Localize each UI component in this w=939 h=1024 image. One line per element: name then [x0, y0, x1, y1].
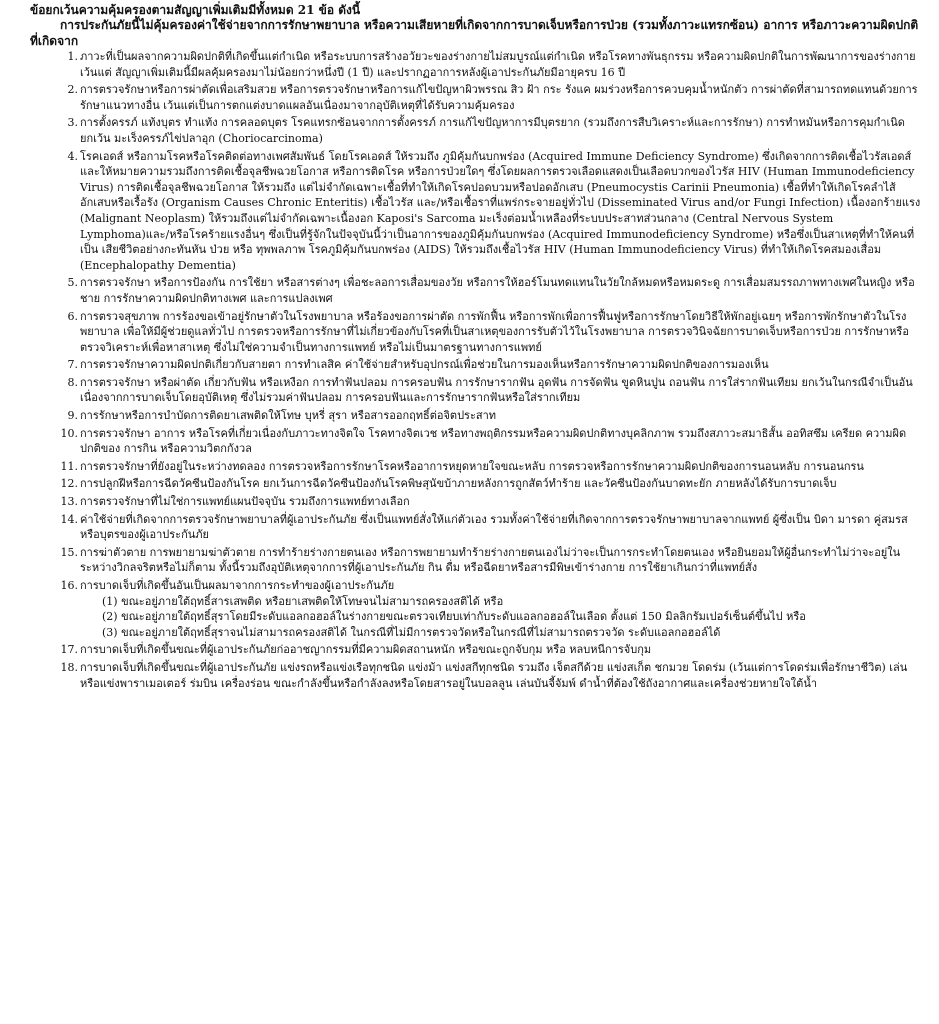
exclusion-text: การตรวจรักษา หรือผ่าตัด เกี่ยวกับฟัน หรือเหงือก การทำฟันปลอม การครอบฟัน การรักษารากฟัน อุดฟัน การจัดฟัน ขูดหินปูน ถอนฟัน การใส่รากฟันเทียม ยกเว้นในกรณีจำเป็นอันเนื่องจากการบาดเจ็บโดยอุบัติเหตุ ซึ่งไม่รวมค่าฟันปลอม การครอบฟันและการรักษารากฟันหรือใส่รากเทียม — [80, 375, 913, 405]
exclusion-text: การตรวจรักษา หรือการป้องกัน การใช้ยา หรือสารต่างๆ เพื่อชะลอการเสื่อมของวัย หรือการให้ฮอร์โมนทดแทนในวัยใกล้หมดหรือหมดระดู การเสื่อมสมรรถภาพทางเพศในหญิง หรือชาย การรักษาความผิดปกติทางเพศ และการแปลงเพศ — [80, 276, 915, 305]
sub-item: (1) ขณะอยู่ภายใต้ฤทธิ์สารเสพติด หรือยาเสพติดให้โทษจนไม่สามารถครองสติได้ หรือ — [102, 594, 504, 608]
exclusion-text: การตรวจสุขภาพ การร้องขอเข้าอยู่รักษาตัวในโรงพยาบาล หรือร้องขอการผ่าตัด การพักฟื้น หรือการพักเพื่อการฟื้นฟูหรือการรักษาโดยวิธีให้พักอยู่เฉยๆ หรือการพักรักษาตัวในโรงพยาบาล เพื่อให้มีผู้ช่วยดูแลทั่วไป การตรวจหรือการรักษาที่ไม่เกี่ยวข้องกับโรคที่เป็นสาเหตุของการรับตัวไว้ในโรงพยาบาล การตรวจวินิจฉัยการบาดเจ็บหรือการป่วย การรักษาหรือตรวจวิเคราะห์เพื่อหาสาเหตุ ซึ่งไม่ใช่ความจำเป็นทางการแพทย์ หรือไม่เป็นมาตรฐานทางการแพทย์ — [80, 309, 909, 354]
exclusion-text: การตรวจรักษา อาการ หรือโรคที่เกี่ยวเนื่องกับภาวะทางจิตใจ โรคทางจิตเวช หรือทางพฤติกรรมหรือความผิดปกติทางบุคลิกภาพ รวมถึงสภาวะสมาธิสั้น ออทิสซึม เครียด ความผิดปกติของ การกิน หรือความวิตกกังวล — [80, 426, 907, 456]
exclusion-text: การตรวจรักษาหรือการผ่าตัดเพื่อเสริมสวย หรือการตรวจรักษาหรือการแก้ไขปัญหาผิวพรรณ สิว ฝ้า กระ รังแค ผมร่วงหรือการควบคุมน้ำหนักตัว การผ่าตัดที่สามารถทดแทนด้วยการรักษาแนวทางอื่น เว้นแต่เป็นการตกแต่งบาดแผลอันเนื่องมาจากอุบัติเหตุที่ได้รับความคุ้มครอง — [80, 83, 918, 112]
exclusion-item — [30, 494, 925, 510]
exclusion-number: 2. — [67, 83, 78, 97]
sub-list — [80, 594, 925, 641]
exclusion-number: 18. — [60, 660, 78, 674]
exclusion-number: 13. — [60, 495, 78, 509]
sub-item: (2) ขณะอยู่ภายใต้ฤทธิ์สุราโดยมีระดับแอลกอฮอล์ในร่างกายขณะตรวจเทียบเท่ากับระดับแอลกอฮอล์ในเลือด ตั้งแต่ 150 มิลลิกรัมเปอร์เซ็นต์ขึ้นไป หรือ — [102, 610, 806, 624]
exclusion-text: การบาดเจ็บที่เกิดขึ้นขณะที่ผู้เอาประกันภัยก่ออาชญากรรมที่มีความผิดสถานหนัก หรือขณะถูกจับกุม หรือ หลบหนีการจับกุม — [80, 643, 652, 657]
exclusion-number: 6. — [67, 309, 78, 323]
exclusion-number: 16. — [60, 579, 78, 592]
exclusion-text: การตรวจรักษาความผิดปกติเกี่ยวกับสายตา การทำเลสิค ค่าใช้จ่ายสำหรับอุปกรณ์เพื่อช่วยในการมองเห็นหรือการรักษาความผิดปกติของการมองเห็น — [80, 358, 769, 372]
exclusion-item — [30, 545, 925, 576]
exclusion-number: 17. — [60, 643, 78, 657]
exclusion-number: 1. — [67, 50, 78, 63]
exclusion-text: การตั้งครรภ์ แท้งบุตร ทำแท้ง การคลอดบุตร โรคแทรกซ้อนจากการตั้งครรภ์ การแก้ไขปัญหาการมีบุตรยาก (รวมถึงการสืบวิเคราะห์และการรักษา) การทำหมันหรือการคุมกำเนิด ยกเว้น มะเร็งครรภ์ไข่ปลาอุก (Choriocarcinoma) — [80, 116, 905, 145]
exclusion-number: 15. — [60, 545, 78, 559]
exclusion-text: การตรวจรักษาที่ไม่ใช่การแพทย์แผนปัจจุบัน รวมถึงการแพทย์ทางเลือก — [80, 495, 410, 509]
exclusion-item — [30, 459, 925, 475]
exclusion-text: การฆ่าตัวตาย การพยายามฆ่าตัวตาย การทำร้ายร่างกายตนเอง หรือการพยายามทำร้ายร่างกายตนเองไม่ว่าจะเป็นการกระทำโดยตนเอง หรือยินยอมให้ผู้อื่นกระทำไม่ว่าจะอยู่ในระหว่างวิกลจริตหรือไม่ก็ตาม ทั้งนี้รวมถึงอุบัติเหตุจากการที่ผู้เอาประกันภัย กิน ดื่ม หรือฉีดยาหรือสารมีพิษเข้าร่างกาย การใช้ยาเกินกว่าที่แพทย์สั่ง — [80, 545, 901, 575]
exclusion-item — [30, 642, 925, 658]
exclusion-text: ภาวะที่เป็นผลจากความผิดปกติที่เกิดขึ้นแต่กำเนิด หรือระบบการสร้างอวัยวะของร่างกายไม่สมบูรณ์แต่กำเนิด หรือโรคทางพันธุกรรม หรือความผิดปกติในการพัฒนาการของร่างกาย เว้นแต่ สัญญาเพิ่มเติมนี้มีผลคุ้มครองมาไม่น้อยกว่าหนึ่งปี (1 ปี) และปรากฏอาการหลังผู้เอาประกันภัยมีอายุครบ 16 ปี — [80, 50, 916, 79]
exclusion-number: 3. — [67, 116, 78, 130]
exclusion-number: 9. — [67, 409, 78, 423]
exclusion-number: 8. — [67, 375, 78, 389]
exclusion-item — [30, 149, 925, 274]
exclusion-text: การรักษาหรือการบำบัดการติดยาเสพติดให้โทษ บุหรี่ สุรา หรือสารออกฤทธิ์ต่อจิตประสาท — [80, 409, 497, 423]
sub-item: (3) ขณะอยู่ภายใต้ฤทธิ์สุราจนไม่สามารถครองสติได้ ในกรณีที่ไม่มีการตรวจวัดหรือในกรณีที่ไม่สามารถตรวจวัด ระดับแอลกอฮอล์ได้ — [102, 625, 721, 639]
exclusion-number: 7. — [67, 358, 78, 372]
exclusion-list — [30, 49, 925, 691]
exclusion-text: ค่าใช้จ่ายที่เกิดจากการตรวจรักษาพยาบาลที่ผู้เอาประกันภัย ซึ่งเป็นแพทย์สั่งให้แก่ตัวเอง รวมทั้งค่าใช้จ่ายที่เกิดจากการตรวจรักษาพยาบาลจากแพทย์ ผู้ซึ่งเป็น บิดา มารดา คู่สมรส หรือบุตรของผู้เอาประกันภัย — [80, 512, 908, 542]
exclusion-item — [30, 660, 925, 691]
exclusion-item — [30, 512, 925, 543]
exclusion-item — [30, 408, 925, 424]
exclusion-item — [30, 49, 925, 80]
exclusion-number: 4. — [67, 149, 78, 163]
exclusion-text: การบาดเจ็บที่เกิดขึ้นอันเป็นผลมาจากการกระทำของผู้เอาประกันภัย — [80, 579, 395, 592]
exclusion-number: 10. — [60, 426, 78, 440]
exclusion-item — [30, 375, 925, 406]
exclusion-item — [30, 309, 925, 356]
exclusion-text: การปลูกฝีหรือการฉีดวัคซีนป้องกันโรค ยกเว้นการฉีดวัคซีนป้องกันโรคพิษสุนัขบ้าภายหลังการถูกสัตว์ทำร้าย และวัคซีนป้องกันบาดทะยัก ภายหลังได้รับการบาดเจ็บ — [80, 477, 837, 491]
exclusion-text: การตรวจรักษาที่ยังอยู่ในระหว่างทดลอง การตรวจหรือการรักษาโรคหรืออาการหยุดหายใจขณะหลับ การตรวจหรือการรักษาความผิดปกติของการนอนหลับ การนอนกรน — [80, 459, 864, 473]
exclusion-item — [30, 426, 925, 457]
exclusion-item — [30, 275, 925, 306]
exclusion-number: 12. — [60, 477, 78, 491]
exclusion-item — [30, 357, 925, 373]
exclusion-text: โรคเอดส์ หรือกามโรคหรือโรคติดต่อทางเพศสัมพันธ์ โดยโรคเอดส์ ให้รวมถึง ภูมิคุ้มกันบกพร่อง (Acquired Immune Deficiency Syndrome) ซึ่งเกิดจากการติดเชื้อไวรัสเอดส์และให้หมายความรวมถึงการติดเชื้อจุลชีพฉวยโอกาส หรือการติดโรค หรือการป่วยใดๆ ซึ่งโดยผลการตรวจเลือดแสดงเป็นเลือดบวกของไวรัส HIV (Human Immunodeficiency Virus) การติดเชื้อจุลชีพฉวยโอกาส ให้รวมถึง แต่ไม่จำกัดเฉพาะเชื้อที่ทำให้เกิดโรคปอดบวมหรือปอดอักเสบ (Pneumocystis Carinii Pneumonia) เชื้อที่ทำให้เกิดโรคลำไส้อักเสบหรือเรื้อรัง (Organism Causes Chronic Enteritis) เชื้อไวรัส และ/หรือเชื้อราที่แพร่กระจายอยู่ทั่วไป (Disseminated Virus and/or Fungi Infection) เนื้องอกร้ายแรง (Malignant Neoplasm) ให้รวมถึงแต่ไม่จำกัดเฉพาะเนื้องอก Kaposi's Sarcoma มะเร็งต่อมน้ำเหลืองที่ระบบประสาทส่วนกลาง (Central Nervous System Lymphoma)และ/หรือโรคร้ายแรงอื่นๆ ซึ่งเป็นที่รู้จักในปัจจุบันนี้ว่าเป็นอาการของภูมิคุ้มกันบกพร่อง (Acquired Immunodeficiency Syndrome) หรือซึ่งเป็นสาเหตุที่ทำให้คนที่เป็น เสียชีวิตอย่างกะทันหัน ป่วย หรือ ทุพพลภาพ โรคภูมิคุ้มกันบกพร่อง (AIDS) ให้รวมถึงเชื้อไวรัส HIV (Human Immunodeficiency Virus) ที่ทำให้เกิดโรคสมองเสื่อม (Encephalopathy Dementia) — [80, 149, 921, 272]
exclusion-item — [30, 82, 925, 113]
intro-paragraph: การประกันภัยนี้ไม่คุ้มครองค่าใช้จ่ายจากการรักษาพยาบาล หรือความเสียหายที่เกิดจากการบาดเจ็บหรือการป่วย (รวมทั้งภาวะแทรกซ้อน) อาการ หรือภาวะความผิดปกติที่เกิดจาก — [30, 18, 919, 48]
exclusion-number: 14. — [60, 512, 78, 526]
exclusion-item — [30, 476, 925, 492]
exclusion-number: 5. — [67, 276, 78, 290]
exclusion-number: 11. — [60, 459, 78, 473]
exclusion-item — [30, 578, 925, 640]
exclusion-text: การบาดเจ็บที่เกิดขึ้นขณะที่ผู้เอาประกันภัย แข่งรถหรือแข่งเรือทุกชนิด แข่งม้า แข่งสกีทุกชนิด รวมถึง เจ็ตสกีด้วย แข่งสเก็ต ชกมวย โดดร่ม (เว้นแต่การโดดร่มเพื่อรักษาชีวิต) เล่นหรือแข่งพาราเมอเตอร์ ร่มบิน เครื่องร่อน ขณะกำลังขึ้นหรือกำลังลงหรือโดยสารอยู่ในบอลลูน เล่นบันจี้จัมพ์ ดำน้ำที่ต้องใช้ถังอากาศและเครื่องช่วยหายใจใต้น้ำ — [80, 660, 908, 690]
document-heading: ข้อยกเว้นความคุ้มครองตามสัญญาเพิ่มเติมมีทั้งหมด 21 ข้อ ดังนี้ — [30, 3, 361, 17]
exclusion-item — [30, 115, 925, 146]
